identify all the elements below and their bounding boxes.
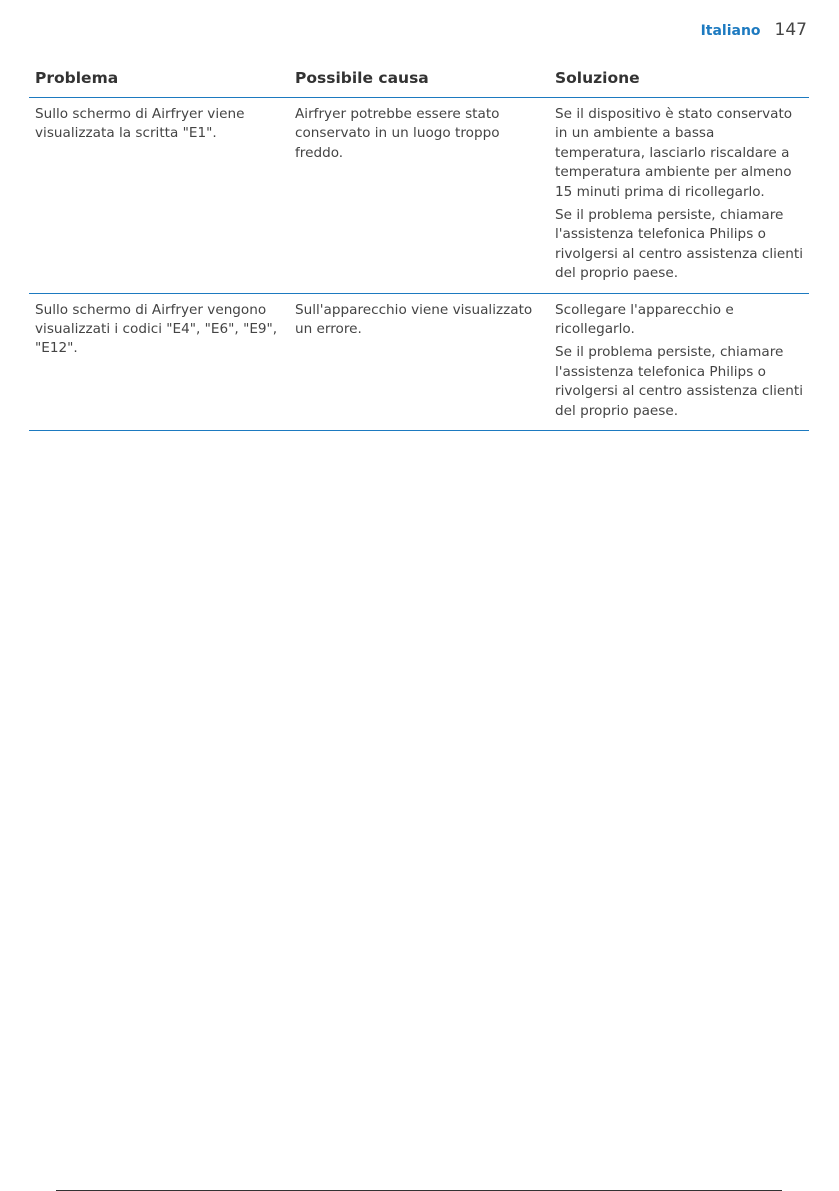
column-header-solution: Soluzione bbox=[555, 69, 640, 87]
problem-cell bbox=[29, 294, 289, 430]
solution-cell bbox=[549, 98, 809, 293]
solution-text: Se il problema persiste, chiamare l'assistenza telefonica Philips o rivolgersi al centro assistenza clienti del proprio paese. bbox=[555, 344, 803, 419]
table-header-row bbox=[29, 62, 809, 98]
cause-text: Airfryer potrebbe essere stato conservato in un luogo troppo freddo. bbox=[295, 106, 500, 161]
problem-cell bbox=[29, 98, 289, 293]
solution-text: Scollegare l'apparecchio e ricollegarlo. bbox=[555, 301, 734, 338]
problem-text: Sullo schermo di Airfryer viene visualizzata la scritta "E1". bbox=[35, 106, 245, 142]
solution-cell bbox=[549, 294, 809, 430]
table-row bbox=[29, 294, 809, 431]
solution-text: Se il dispositivo è stato conservato in un ambiente a bassa temperatura, lasciarlo riscaldare a temperatura ambiente per almeno 15 minuti prima di ricollegarlo. bbox=[555, 106, 793, 200]
problem-text: Sullo schermo di Airfryer vengono visualizzati i codici "E4", "E6", "E9", "E12". bbox=[35, 301, 278, 357]
cause-cell bbox=[289, 98, 549, 293]
table-row bbox=[29, 98, 809, 294]
page-number: 147 bbox=[774, 20, 807, 40]
column-header-problem: Problema bbox=[35, 69, 119, 87]
page-header bbox=[701, 20, 807, 40]
cause-text: Sull'apparecchio viene visualizzato un errore. bbox=[295, 301, 533, 338]
language-label: Italiano bbox=[700, 23, 761, 39]
cause-cell bbox=[289, 294, 549, 430]
troubleshooting-table bbox=[29, 62, 809, 431]
solution-text: Se il problema persiste, chiamare l'assistenza telefonica Philips o rivolgersi al centro assistenza clienti del proprio paese. bbox=[555, 207, 803, 282]
column-header-cause: Possibile causa bbox=[295, 69, 429, 87]
